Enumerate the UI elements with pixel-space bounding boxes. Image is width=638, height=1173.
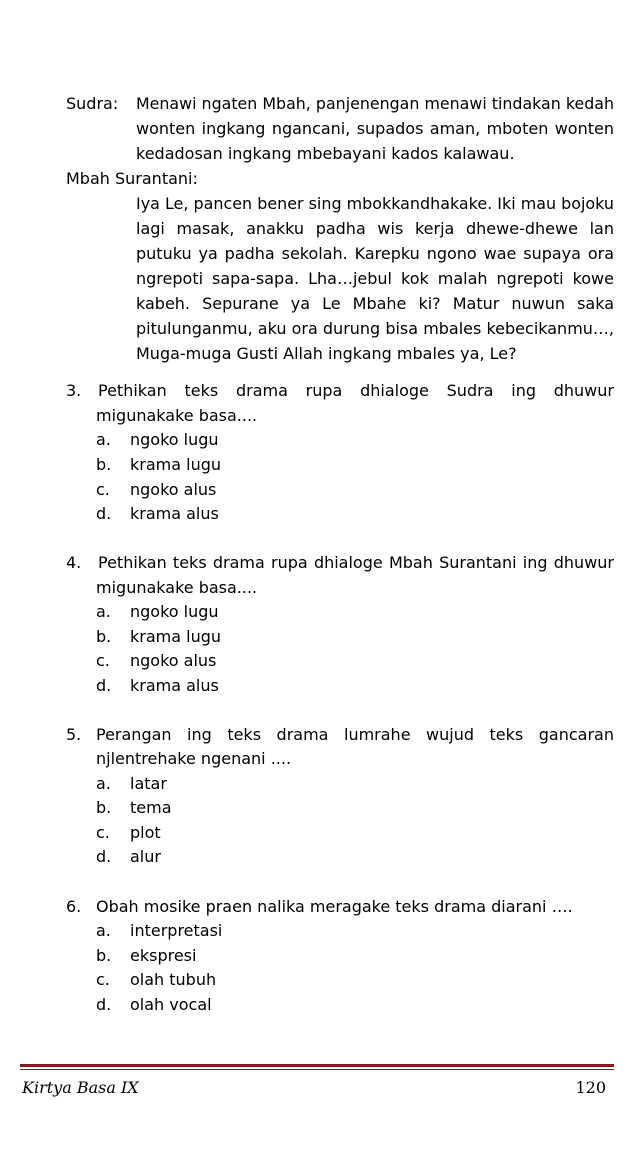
sudra-line-2: wonten ingkang ngancani, supados aman, mboten wonten bbox=[136, 119, 614, 138]
question-4-option-a-letter: a. bbox=[96, 602, 111, 621]
question-6-stem-line-1: Obah mosike praen nalika meragake teks drama diarani …. bbox=[96, 897, 573, 916]
question-5-option-a-text: latar bbox=[130, 774, 167, 793]
question-6-option-b-text: ekspresi bbox=[130, 946, 197, 965]
sudra-line-1: Menawi ngaten Mbah, panjenengan menawi tindakan kedah bbox=[136, 94, 614, 113]
question-5-option-d-text: alur bbox=[130, 847, 161, 866]
question-6-number: 6. bbox=[66, 897, 82, 916]
question-3-option-d-letter: d. bbox=[96, 504, 112, 523]
question-4-option-d-letter: d. bbox=[96, 676, 112, 695]
question-4-option-c-letter: c. bbox=[96, 651, 110, 670]
question-5-option-c-letter: c. bbox=[96, 823, 110, 842]
question-6-option-a-text: interpretasi bbox=[130, 921, 223, 940]
mbah-line-2: lagi masak, anakku padha wis kerja dhewe-dhewe lan bbox=[136, 219, 614, 238]
question-3-stem-line-2: migunakake basa.... bbox=[96, 406, 258, 425]
sudra-line-3: kedadosan ingkang mbebayani kados kalawau. bbox=[136, 144, 515, 163]
question-5-stem-line-1: Perangan ing teks drama lumrahe wujud teks gancaran bbox=[96, 725, 614, 744]
question-5-option-a-letter: a. bbox=[96, 774, 111, 793]
question-3-option-c-text: ngoko alus bbox=[130, 480, 217, 499]
mbah-line-7: Muga-muga Gusti Allah ingkang mbales ya, Le? bbox=[136, 344, 517, 363]
question-4-stem-line-1: Pethikan teks drama rupa dhialoge Mbah Surantani ing dhuwur bbox=[98, 553, 614, 572]
question-4-option-a-text: ngoko lugu bbox=[130, 602, 219, 621]
question-6-option-d-text: olah vocal bbox=[130, 995, 212, 1014]
footer-rule-thick bbox=[20, 1064, 614, 1067]
question-3-option-b-letter: b. bbox=[96, 455, 112, 474]
question-3-number: 3. bbox=[66, 381, 82, 400]
question-5-number: 5. bbox=[66, 725, 82, 744]
question-4-option-b-text: krama lugu bbox=[130, 627, 222, 646]
mbah-line-5: kabeh. Sepurane ya Le Mbahe ki? Matur nuwun saka bbox=[136, 294, 614, 313]
footer-page-number: 120 bbox=[575, 1078, 606, 1097]
question-6-option-c-letter: c. bbox=[96, 970, 110, 989]
question-5-stem-line-2: njlentrehake ngenani .... bbox=[96, 749, 292, 768]
question-6-option-a-letter: a. bbox=[96, 921, 111, 940]
question-5-option-b-letter: b. bbox=[96, 798, 112, 817]
mbah-line-6: pitulunganmu, aku ora durung bisa mbales kebecikanmu…, bbox=[136, 319, 614, 338]
question-4-number: 4. bbox=[66, 553, 82, 572]
question-6-option-d-letter: d. bbox=[96, 995, 112, 1014]
question-5-option-d-letter: d. bbox=[96, 847, 112, 866]
question-4-stem-line-2: migunakake basa.... bbox=[96, 578, 258, 597]
question-5-option-c-text: plot bbox=[130, 823, 161, 842]
question-3-option-a-text: ngoko lugu bbox=[130, 430, 219, 449]
footer-rule-thin bbox=[20, 1069, 614, 1070]
mbah-speaker-label: Mbah Surantani: bbox=[66, 169, 198, 188]
question-6-option-b-letter: b. bbox=[96, 946, 112, 965]
question-3-option-c-letter: c. bbox=[96, 480, 110, 499]
question-4-option-c-text: ngoko alus bbox=[130, 651, 217, 670]
question-4-option-b-letter: b. bbox=[96, 627, 112, 646]
question-3-option-a-letter: a. bbox=[96, 430, 111, 449]
mbah-line-1: Iya Le, pancen bener sing mbokkandhakake. Iki mau bojoku bbox=[136, 194, 614, 213]
mbah-line-3: putuku ya padha sekolah. Karepku ngono wae supaya ora bbox=[136, 244, 614, 263]
question-4-option-d-text: krama alus bbox=[130, 676, 219, 695]
question-3-option-d-text: krama alus bbox=[130, 504, 219, 523]
footer-book-title: Kirtya Basa IX bbox=[22, 1078, 139, 1097]
sudra-speaker-label: Sudra: bbox=[66, 94, 119, 113]
mbah-line-4: ngrepoti sapa-sapa. Lha…jebul kok malah ngrepoti kowe bbox=[136, 269, 614, 288]
question-3-option-b-text: krama lugu bbox=[130, 455, 222, 474]
question-3-stem-line-1: Pethikan teks drama rupa dhialoge Sudra ing dhuwur bbox=[98, 381, 614, 400]
question-6-option-c-text: olah tubuh bbox=[130, 970, 217, 989]
question-5-option-b-text: tema bbox=[130, 798, 172, 817]
